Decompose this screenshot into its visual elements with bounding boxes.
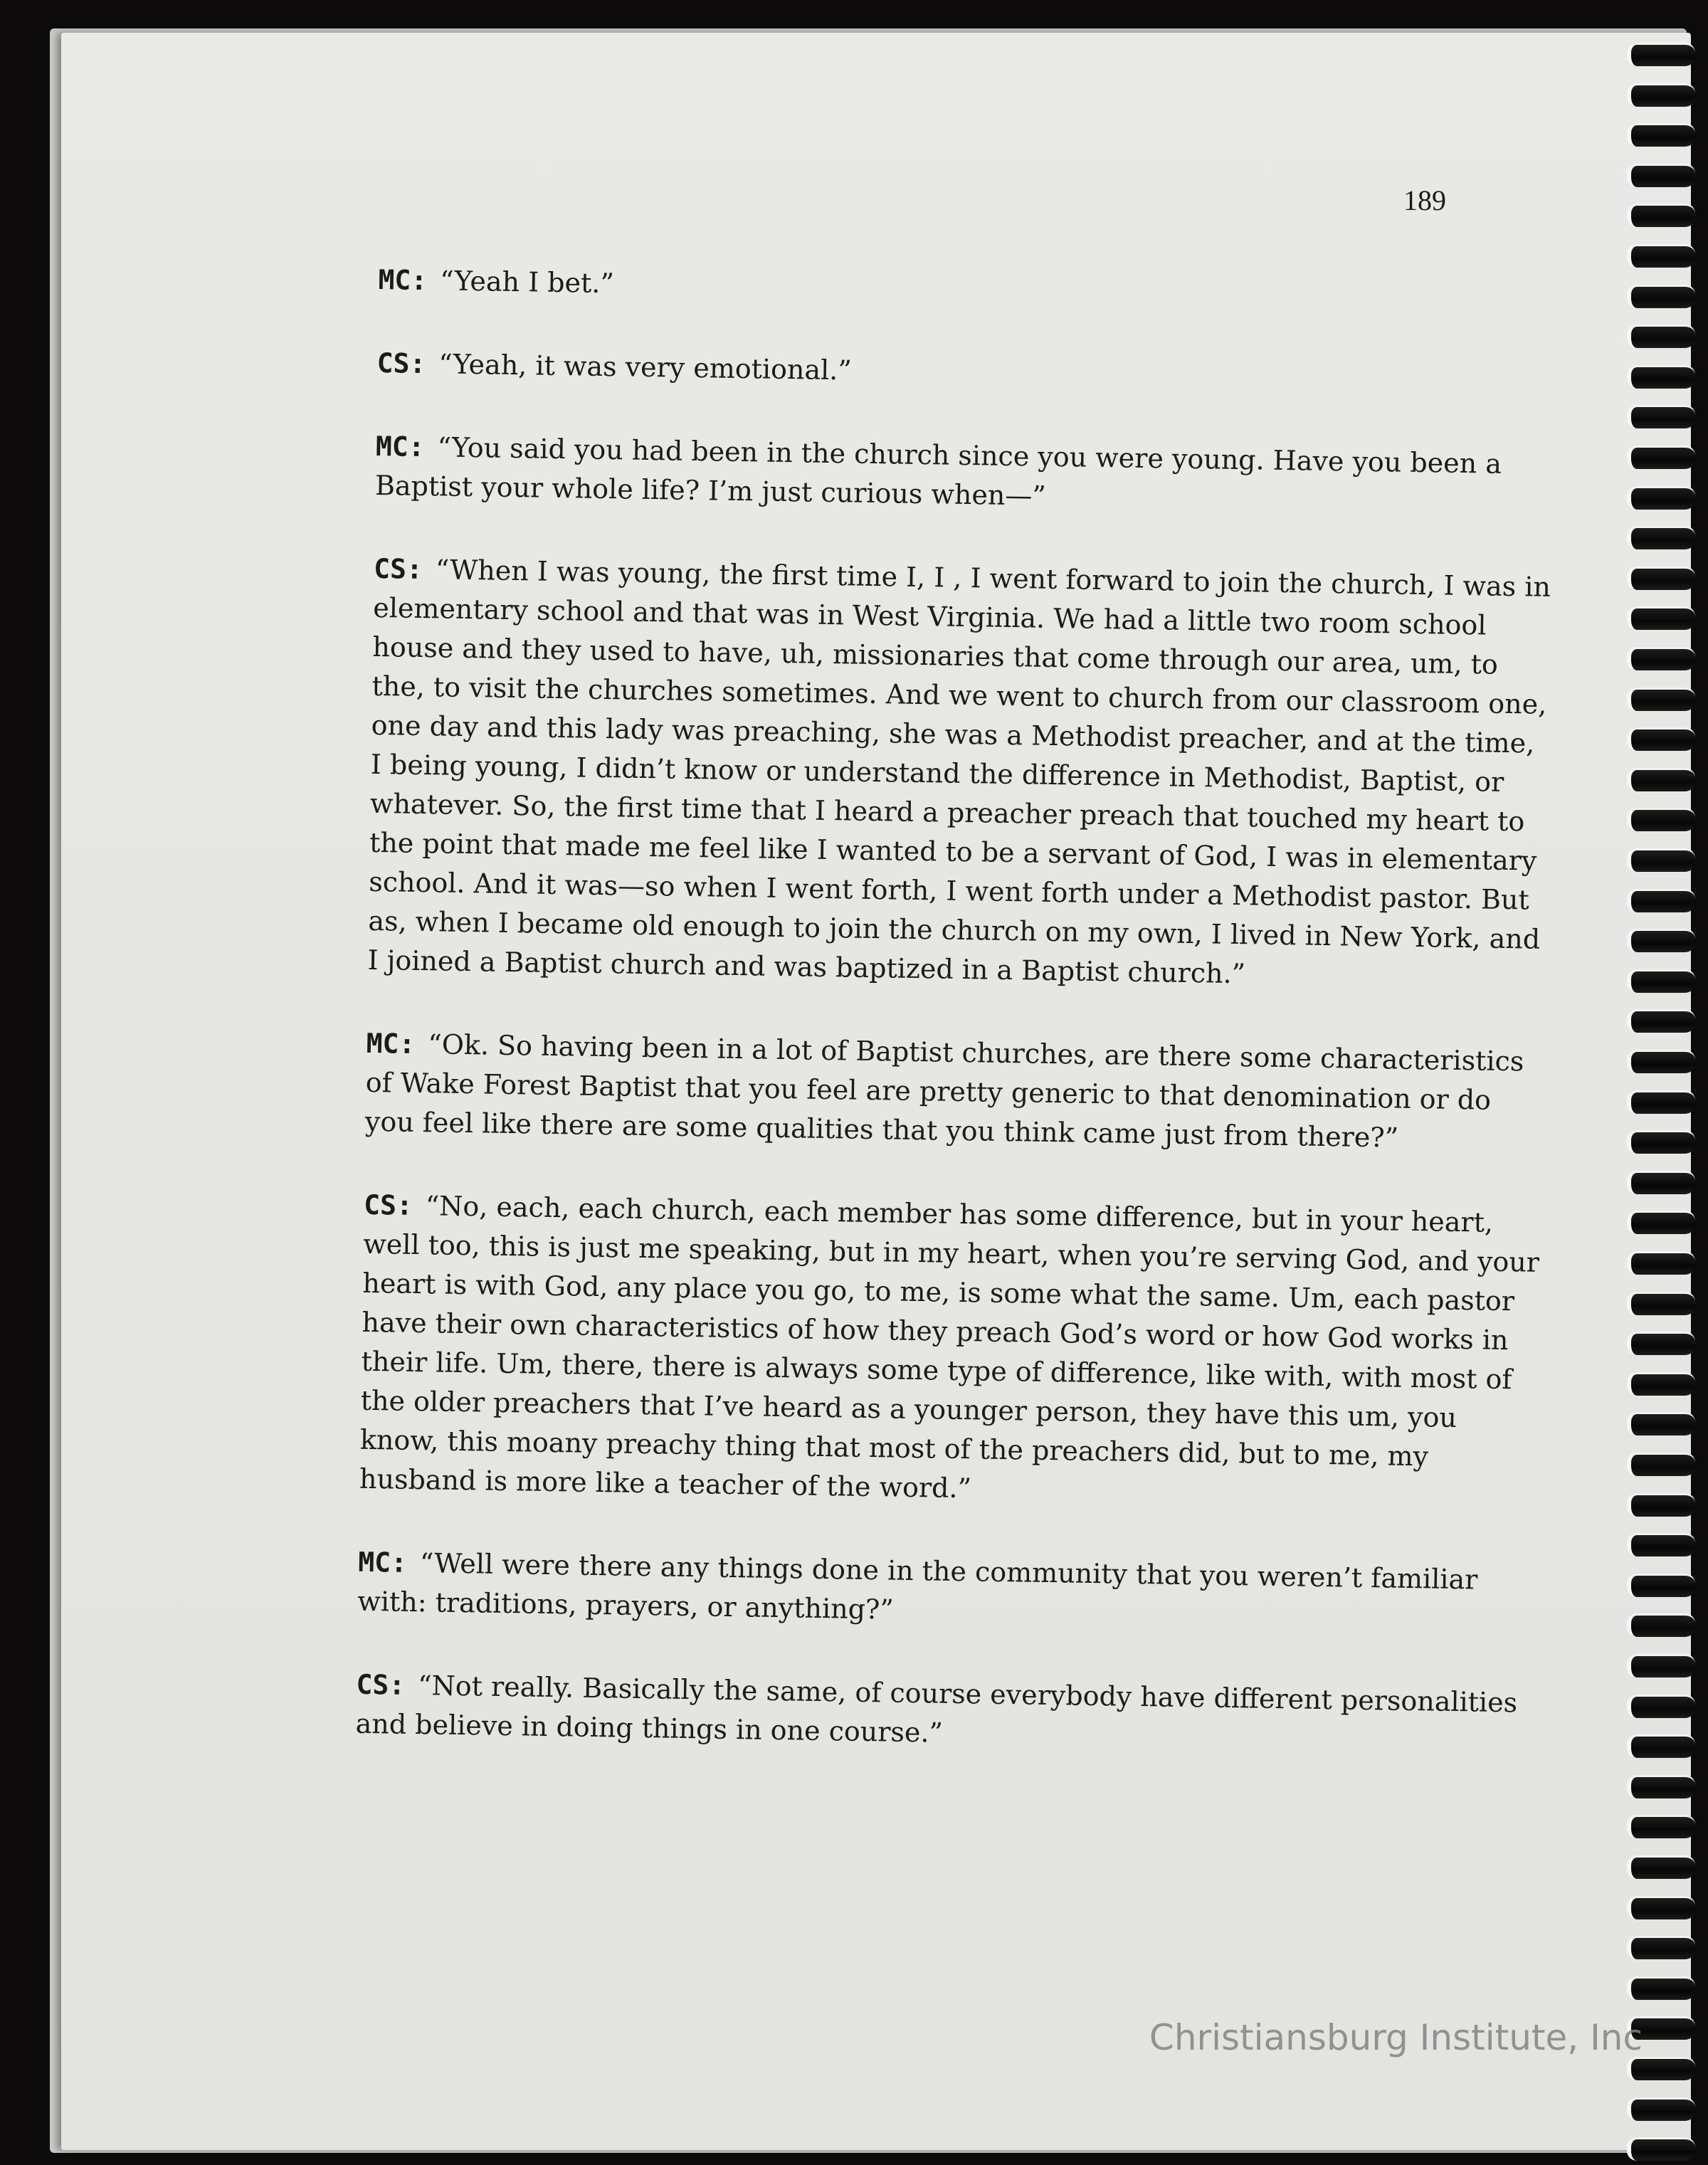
binding-coil: [1627, 1896, 1695, 1919]
binding-coil: [1627, 244, 1695, 268]
binding-coil: [1627, 889, 1695, 912]
binding-coil: [1627, 526, 1695, 549]
binding-coil: [1627, 1654, 1695, 1677]
transcript-turn: [376, 344, 1559, 401]
binding-coil: [1627, 83, 1695, 107]
binding-coil: [1627, 1453, 1695, 1476]
binding-coil: [1627, 2137, 1695, 2161]
binding-coil: [1627, 1493, 1695, 1517]
binding-coil: [1627, 1211, 1695, 1234]
binding-coil: [1627, 1976, 1695, 2000]
turn-text: “No, each, each church, each member has some difference, but in your heart, well too, this is just me speaking, but in my heart, when you’re serving God, and your heart is with God, any place you go, to me, is some what the same. Um, each pastor have their own characteristics of how they preach God’s word or how God works in their life. Um, there, there is always some type of difference, like with, with most of the older preachers that I’ve heard as a younger person, they have this um, you know, this moany preachy thing that most of the preachers did, but to me, my husband is more like a teacher of the word.”: [359, 1190, 1540, 1505]
turn-text: “Yeah I bet.”: [439, 265, 615, 300]
transcript-body: [354, 260, 1560, 1806]
binding-coil: [1627, 1251, 1695, 1275]
binding-coil: [1627, 1292, 1695, 1315]
speaker-label: MC:: [366, 1027, 416, 1060]
binding-coil: [1627, 727, 1695, 751]
speaker-label: CS:: [373, 552, 423, 586]
binding-coil: [1627, 768, 1695, 791]
turn-text: “Not really. Basically the same, of course everybody have different personalities and believe in doing things in one course.”: [355, 1670, 1518, 1749]
turn-text: “Yeah, it was very emotional.”: [438, 348, 853, 386]
transcript-turn: [375, 427, 1558, 524]
page-number: 189: [1403, 184, 1446, 216]
binding-coil: [1627, 567, 1695, 590]
binding-coil: [1627, 1815, 1695, 1838]
speaker-label: CS:: [356, 1668, 406, 1701]
document-page: [61, 33, 1691, 2150]
binding-coil: [1627, 1372, 1695, 1396]
binding-coil: [1627, 1171, 1695, 1194]
binding-coil: [1627, 1050, 1695, 1073]
binding-coil: [1627, 929, 1695, 952]
transcript-turn: [357, 1543, 1540, 1640]
binding-coil: [1627, 2097, 1695, 2121]
transcript-turn: [355, 1665, 1538, 1762]
turn-text: “Well were there any things done in the community that you weren’t familiar with: traditions, prayers, or anything?”: [357, 1547, 1478, 1626]
speaker-label: MC:: [378, 263, 428, 297]
binding-coil: [1627, 365, 1695, 389]
binding-coil: [1627, 969, 1695, 993]
binding-coil: [1627, 1855, 1695, 1879]
binding-coil: [1627, 43, 1695, 66]
binding-coil: [1627, 1734, 1695, 1758]
binding-coil: [1627, 123, 1695, 147]
binding-coil: [1627, 325, 1695, 348]
binding-coil: [1627, 647, 1695, 670]
transcript-turn: [359, 1186, 1546, 1517]
binding-coil: [1627, 808, 1695, 831]
binding-coil: [1627, 1613, 1695, 1637]
binding-coil: [1627, 688, 1695, 711]
turn-text: “When I was young, the first time I, I , I went forward to join the church, I was in elementary school and that was in West Virginia. We had a little two room school house and they used to have, uh, missionaries that come through our area, um, to the, to visit the churches sometimes. And we went to church from our classroom one, one day and this lady was preaching, she was a Methodist preacher, and at the time, I being young, I didn’t know or understand the difference in Methodist, Baptist, or whatever. So, the first time that I heard a preacher preach that touched my heart to the point that made me feel like I wanted to be a servant of God, I was in elementary school. And it was—so when I went forth, I went forth under a Methodist pastor. But as, when I became old enough to join the church on my own, I lived in New York, and I joined a Baptist church and was baptized in a Baptist church.”: [367, 554, 1551, 990]
transcript-turn: [367, 549, 1555, 999]
binding-coil: [1627, 285, 1695, 308]
binding-coil: [1627, 1332, 1695, 1355]
binding-coil: [1627, 2057, 1695, 2080]
transcript-turn: [378, 260, 1560, 318]
turn-text: “You said you had been in the church since you were young. Have you been a Baptist your whole life? I’m just curious when—”: [374, 431, 1502, 512]
speaker-label: CS:: [376, 347, 426, 380]
binding-coil: [1627, 1936, 1695, 1959]
transcript-turn: [365, 1024, 1548, 1160]
binding-coil: [1627, 1412, 1695, 1436]
binding-coil: [1627, 164, 1695, 187]
binding-coil: [1627, 405, 1695, 428]
watermark-text: Christiansburg Institute, Inc: [1149, 2017, 1643, 2058]
speaker-label: MC:: [357, 1546, 408, 1579]
binding-coil: [1627, 1695, 1695, 1718]
binding-coil: [1627, 204, 1695, 227]
spiral-binding: [1623, 28, 1708, 2156]
binding-coil: [1627, 1775, 1695, 1798]
binding-coil: [1627, 606, 1695, 630]
turn-text: “Ok. So having been in a lot of Baptist churches, are there some characteristics of Wake Forest Baptist that you feel are pretty generic to that denomination or do you feel like there are some qualities that you think came just from there?”: [364, 1028, 1524, 1154]
binding-coil: [1627, 1130, 1695, 1154]
binding-coil: [1627, 848, 1695, 872]
binding-coil: [1627, 486, 1695, 510]
binding-coil: [1627, 1533, 1695, 1556]
binding-coil: [1627, 1009, 1695, 1033]
binding-coil: [1627, 1574, 1695, 1597]
speaker-label: CS:: [363, 1189, 413, 1221]
binding-coil: [1627, 1090, 1695, 1114]
speaker-label: MC:: [375, 430, 425, 463]
binding-coil: [1627, 446, 1695, 469]
